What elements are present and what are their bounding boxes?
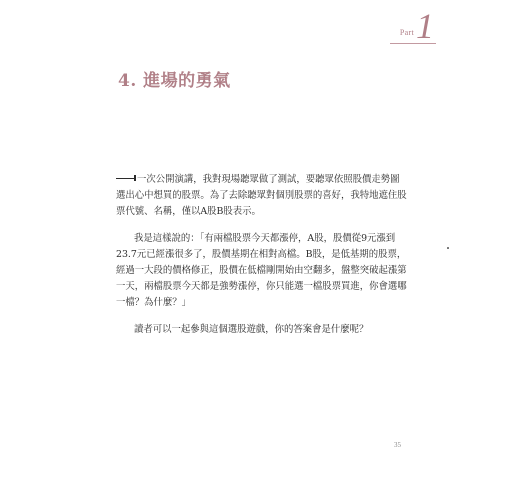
dropcap-bar <box>116 178 135 179</box>
part-marker <box>399 6 434 46</box>
paragraph-intro: 一次公開演講，我對現場聽眾做了測試，要聽眾依照股價走勢圖選出心中想買的股票。為了去除聽眾對個別股票的喜好，我特地遮住股票代號、名稱，僅以A股B股表示。 <box>116 174 407 218</box>
paragraph-quote: 我是這樣說的：「有兩檔股票今天都漲停，A股，股價從9元漲到23.7元已經漲很多了，股價基期在相對高檔。B股，是低基期的股票，經過一大段的價格修正，股價在低檔剛開始由空翻多，盤整突破起漲第一天，兩檔股票今天都是強勢漲停，你只能選一檔股票買進，你會選哪一檔？為什麼？」 <box>116 232 407 309</box>
page-number: 35 <box>394 441 401 449</box>
paragraph-question: 讀者可以一起參與這個選股遊戲，你的答案會是什麼呢？ <box>134 323 369 335</box>
dropcap-tip <box>134 175 136 181</box>
part-number: 1 <box>416 6 434 46</box>
dropcap-ornament <box>116 175 138 181</box>
part-underline <box>390 43 436 44</box>
body-text <box>116 172 408 348</box>
chapter-title: 4. 進場的勇氣 <box>118 71 231 91</box>
stray-dot <box>447 247 449 249</box>
part-label: Part <box>399 28 414 37</box>
